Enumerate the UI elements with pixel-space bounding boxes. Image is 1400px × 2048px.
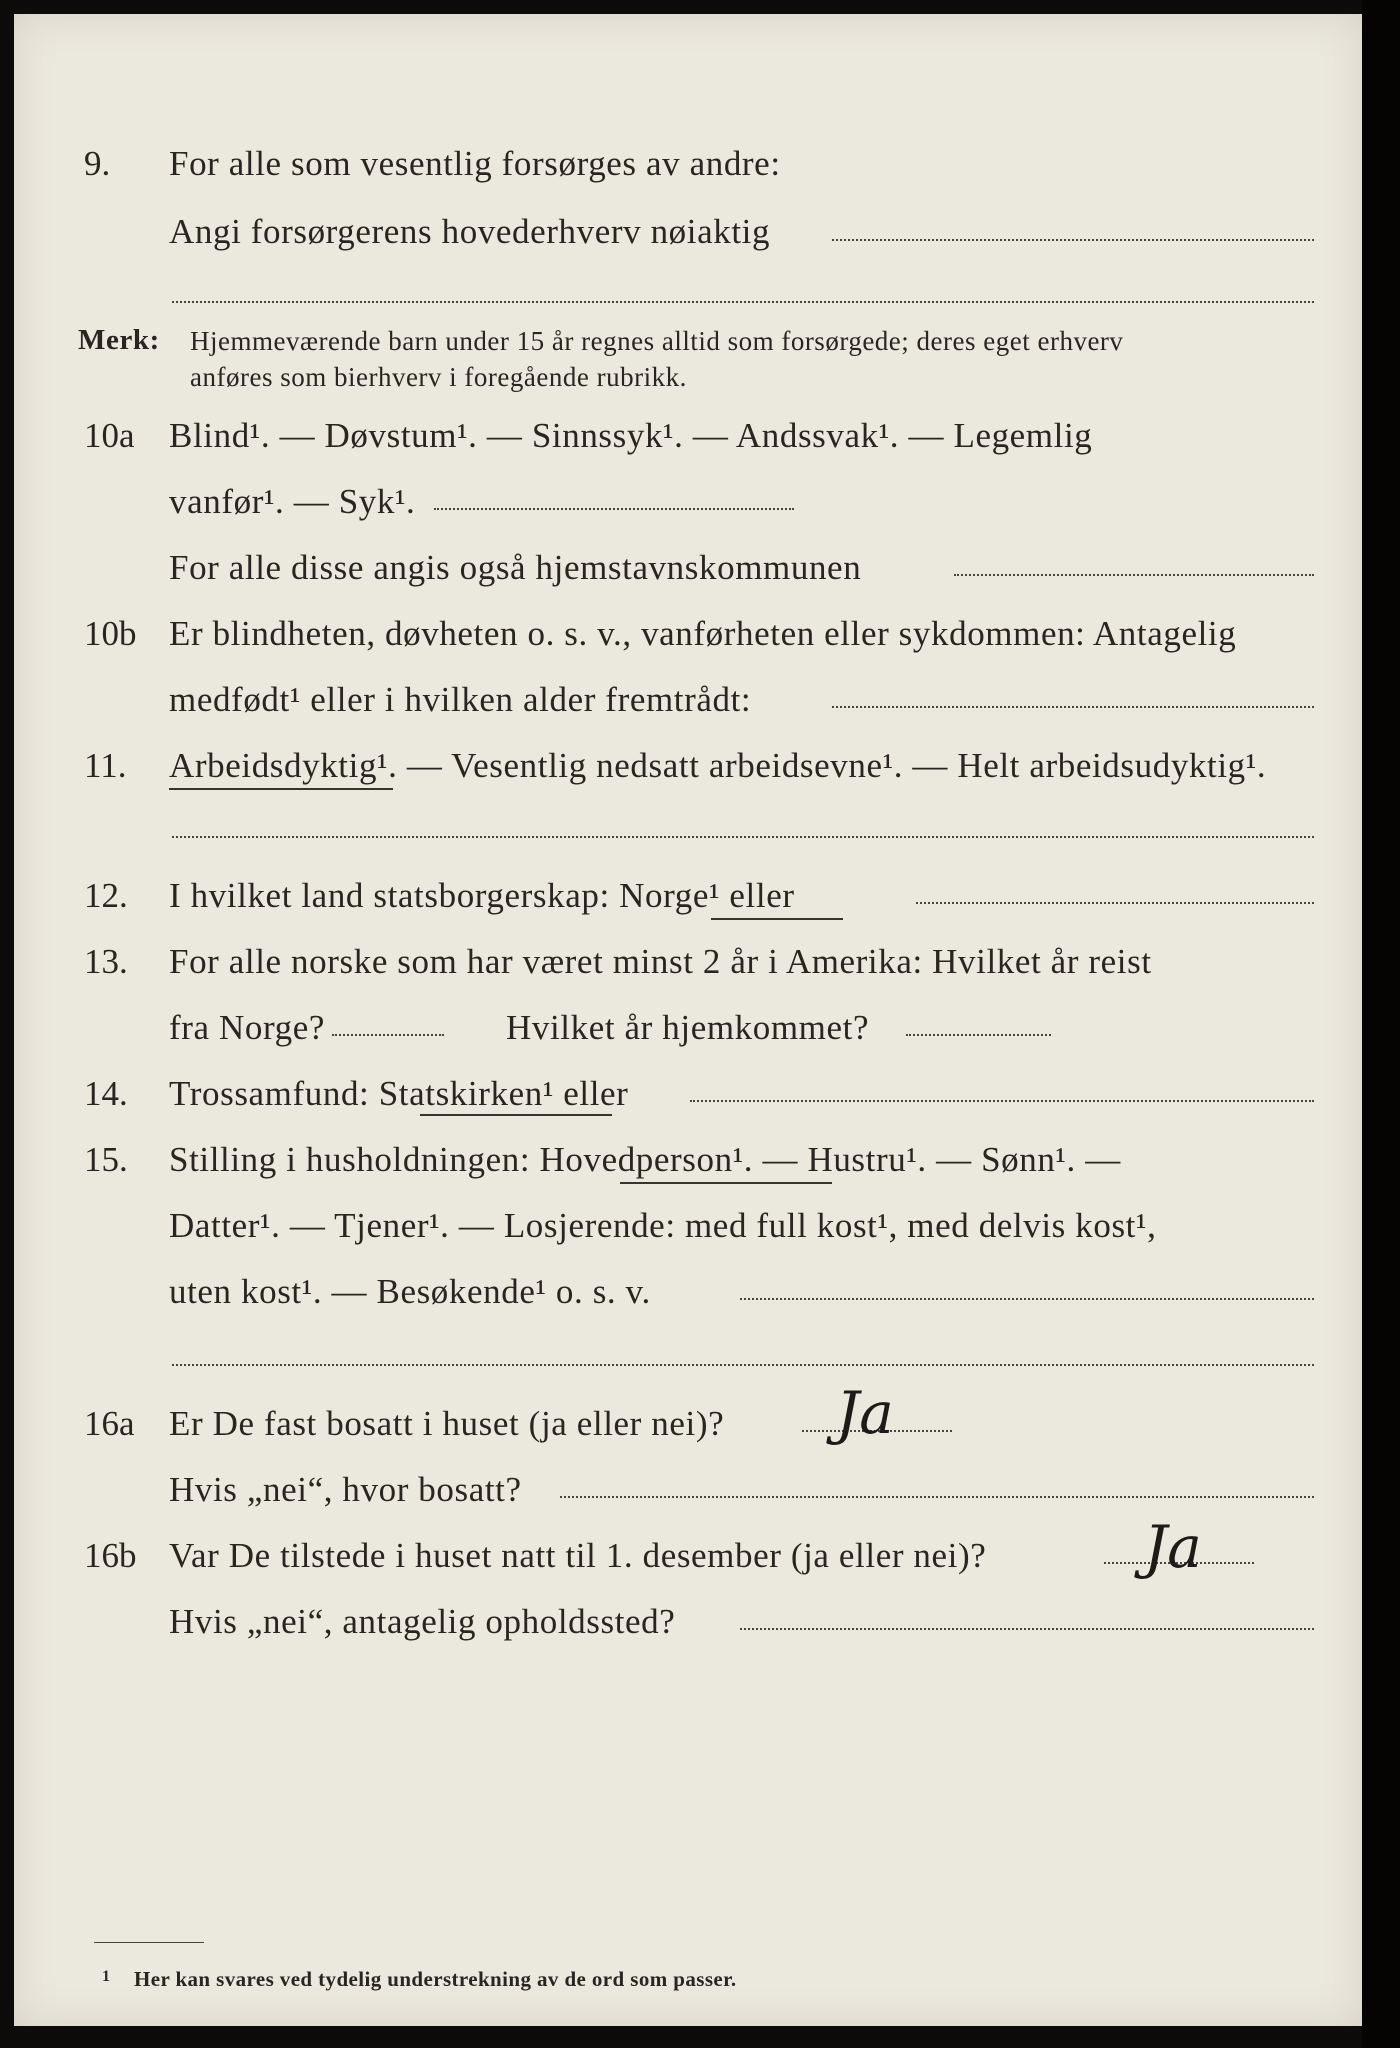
q13-hjemkommet-line [906, 1034, 1051, 1036]
q15-number: 15. [84, 1140, 128, 1179]
merk-line1: Hjemmeværende barn under 15 år regnes alltid som forsørgede; deres eget erhverv [190, 326, 1124, 356]
q13-number: 13. [84, 942, 128, 981]
q9-line2: Angi forsørgerens hovederhverv nøiaktig [169, 212, 771, 251]
q16b-line1: Var De tilstede i huset natt til 1. desember (ja eller nei)? [169, 1536, 987, 1575]
q15-answer-line-2 [172, 1364, 1314, 1366]
q15-line2: Datter¹. — Tjener¹. — Losjerende: med full kost¹, med delvis kost¹, [169, 1206, 1157, 1245]
q15-line3: uten kost¹. — Besøkende¹ o. s. v. [169, 1272, 651, 1311]
footnote-mark: 1 [102, 1968, 110, 1985]
q16b-handwritten-answer: Ja [1144, 1513, 1202, 1581]
merk-line2: anføres som bierhverv i foregående rubrikk. [190, 362, 687, 392]
q10b-line1: Er blindheten, døvheten o. s. v., vanførheten eller sykdommen: Antagelig [169, 614, 1237, 653]
q13-reist-line [332, 1034, 444, 1036]
q16a-line2: Hvis „nei“, hvor bosatt? [169, 1470, 522, 1509]
q16b-number: 16b [84, 1536, 137, 1575]
q10a-kommune-line [954, 574, 1314, 576]
q9-answer-line [832, 239, 1314, 241]
q16b-opholdssted-line [740, 1628, 1314, 1630]
q13-line2a: fra Norge? [169, 1008, 325, 1047]
merk-label: Merk: [78, 324, 160, 356]
q14-number: 14. [84, 1074, 128, 1113]
q11-answer-line [172, 836, 1314, 838]
q16a-line1: Er De fast bosatt i huset (ja eller nei)? [169, 1404, 725, 1443]
q16a-number: 16a [84, 1404, 135, 1443]
q9-number: 9. [84, 144, 111, 183]
q12-answer-line [916, 902, 1314, 904]
q13-line1: For alle norske som har været minst 2 år i Amerika: Hvilket år reist [169, 942, 1152, 981]
census-form-page [14, 14, 1362, 2026]
q11-text: Arbeidsdyktig¹. — Vesentlig nedsatt arbeidsevne¹. — Helt arbeidsudyktig¹. [169, 746, 1267, 785]
scan-border [1362, 0, 1400, 2048]
q13-line2b: Hvilket år hjemkommet? [506, 1008, 870, 1047]
q12-underline [711, 918, 843, 920]
q16a-handwritten-answer: Ja [836, 1379, 894, 1447]
q10b-number: 10b [84, 614, 137, 653]
footnote-text: Her kan svares ved tydelig understrekning av de ord som passer. [134, 1967, 737, 1991]
q10a-line1: Blind¹. — Døvstum¹. — Sinnssyk¹. — Andssvak¹. — Legemlig [169, 416, 1093, 455]
q10a-syk-line [434, 508, 794, 510]
q14-text: Trossamfund: Statskirken¹ eller [169, 1074, 629, 1113]
q10a-line3: For alle disse angis også hjemstavnskommunen [169, 548, 862, 587]
q15-answer-line [740, 1298, 1314, 1300]
footnote-rule [94, 1942, 204, 1943]
q15-underline [620, 1182, 832, 1184]
q14-answer-line [690, 1100, 1314, 1102]
q10b-answer-line [832, 706, 1314, 708]
q10b-line2: medfødt¹ eller i hvilken alder fremtrådt: [169, 680, 752, 719]
q10a-line2: vanfør¹. — Syk¹. [169, 482, 416, 521]
q12-number: 12. [84, 876, 128, 915]
q14-underline [420, 1114, 612, 1116]
q11-number: 11. [84, 746, 127, 785]
q9-line1: For alle som vesentlig forsørges av andre: [169, 144, 781, 183]
q10a-number: 10a [84, 416, 135, 455]
q11-underline [169, 788, 393, 790]
q12-text: I hvilket land statsborgerskap: Norge¹ eller [169, 876, 795, 915]
q16b-line2: Hvis „nei“, antagelig opholdssted? [169, 1602, 676, 1641]
q16a-bosatt-line [560, 1496, 1314, 1498]
q15-line1: Stilling i husholdningen: Hovedperson¹. — Hustru¹. — Sønn¹. — [169, 1140, 1121, 1179]
q9-answer-line-2 [172, 301, 1314, 303]
